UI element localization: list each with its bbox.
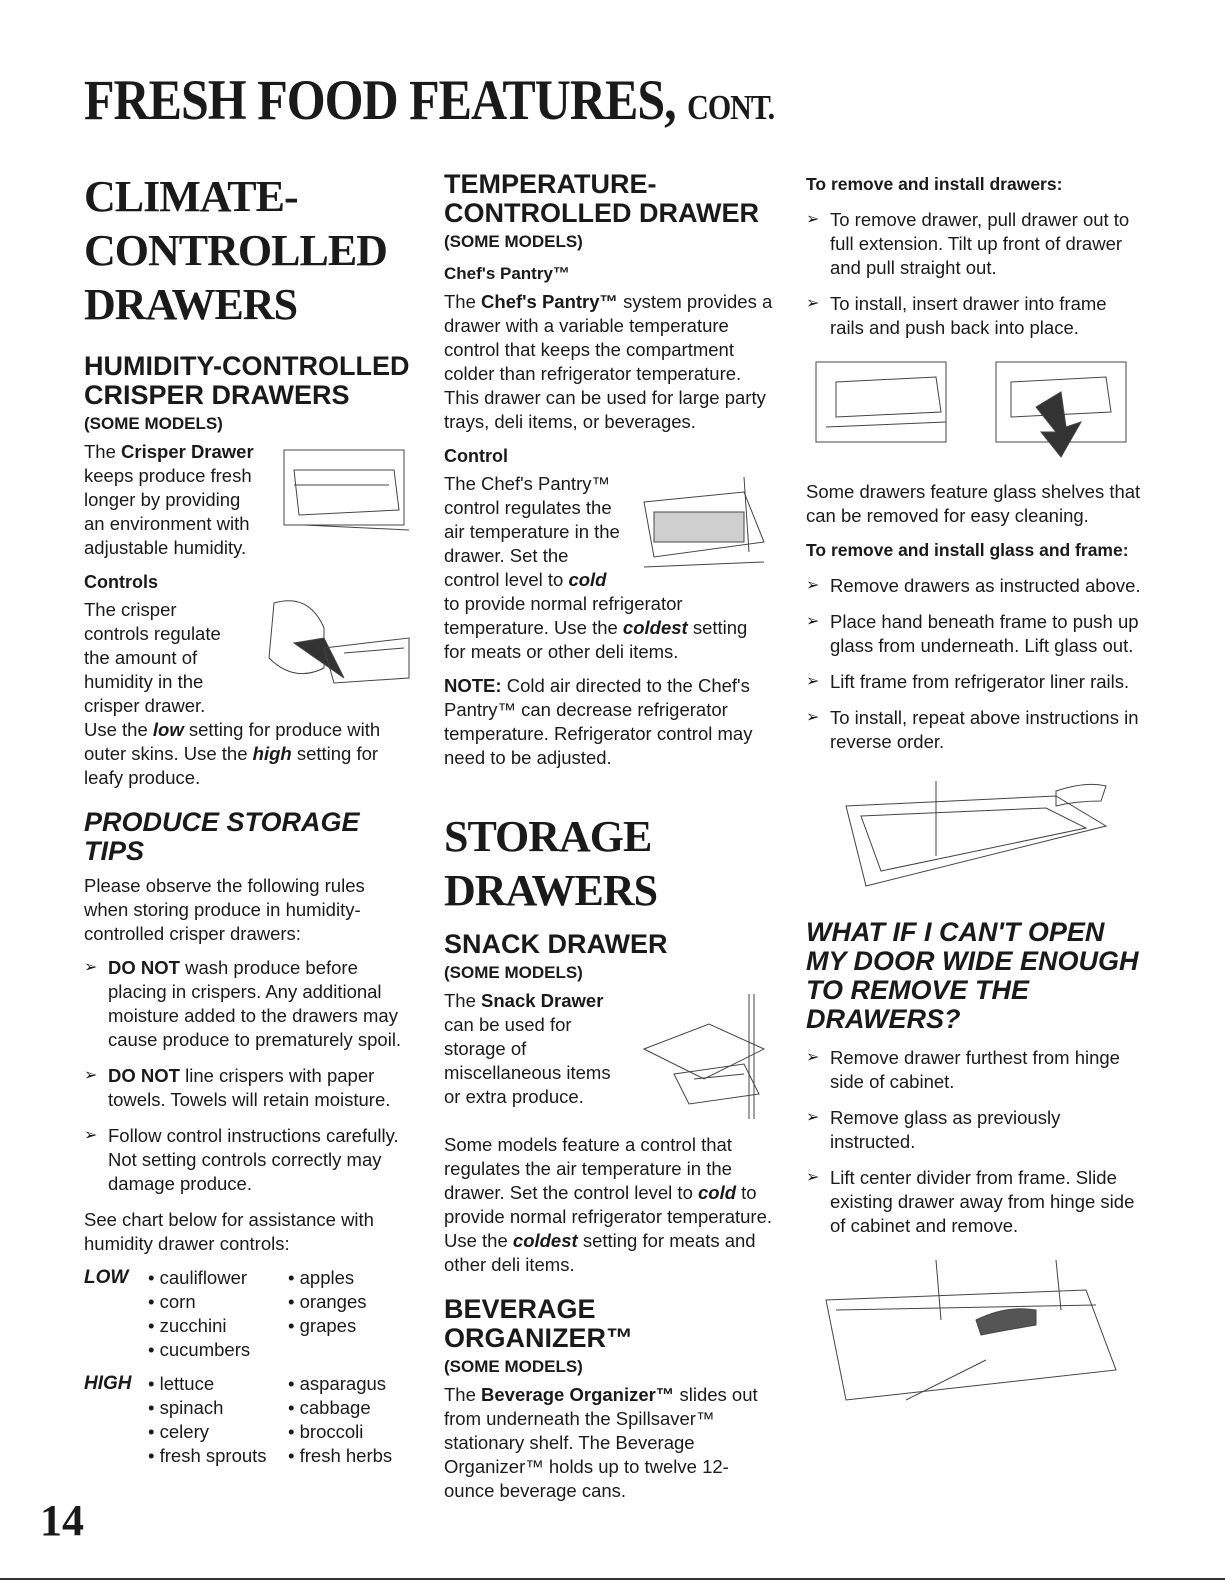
crisper-drawer-illustration — [274, 440, 414, 536]
column-right — [806, 170, 1141, 1410]
tip-bold: DO NOT — [108, 957, 180, 978]
list-item: ➢ Remove glass as previously instructed. — [806, 1106, 1141, 1154]
note-label: NOTE: — [444, 675, 502, 696]
produce-item: • asparagus — [288, 1372, 408, 1396]
note-text — [444, 674, 774, 770]
pantry-text — [444, 290, 774, 434]
section-title-climate: CLIMATE-CONTROLLED DRAWERS — [84, 172, 387, 329]
page-title-cont: CONT. — [687, 89, 775, 127]
snack-text-2a: Some models feature a control that regulates the air temperature in the drawer. Set the control level to — [444, 1134, 732, 1203]
snack-text-2c: setting for meats and other deli items. — [444, 1230, 756, 1275]
glass-frame-illustration — [806, 766, 1136, 896]
some-models-label: (SOME MODELS) — [444, 1357, 583, 1376]
controls-high: high — [252, 743, 292, 764]
snack-post: can be used for storage of miscellaneous items or extra produce. — [444, 1014, 611, 1107]
control-cold: cold — [568, 569, 607, 590]
produce-item: • cauliflower — [148, 1266, 288, 1290]
list-item: ➢ To install, repeat above instructions in reverse order. — [806, 706, 1141, 754]
list-item: ➢ Lift frame from refrigerator liner rails. — [806, 670, 1141, 694]
pantry-title: Chef's Pantry™ — [444, 264, 570, 283]
remove-drawers-title: To remove and install drawers: — [806, 174, 1063, 194]
produce-item: • oranges — [288, 1290, 408, 1314]
snack-drawer-illustration — [634, 989, 774, 1129]
tip-item — [84, 1064, 414, 1112]
list-item: ➢ To remove drawer, pull drawer out to full extension. Tilt up front of drawer and pull straight out. — [806, 208, 1141, 280]
tip-item — [84, 956, 414, 1052]
pantry-pre: The — [444, 291, 482, 312]
produce-item: • celery — [148, 1420, 288, 1444]
crisper-intro-pre: The — [84, 441, 122, 462]
high-label: HIGH — [84, 1373, 132, 1394]
crisper-intro-bold: Crisper Drawer — [121, 441, 254, 462]
crisper-controls-illustration — [234, 598, 414, 694]
produce-item: • spinach — [148, 1396, 288, 1420]
produce-item: • zucchini — [148, 1314, 288, 1338]
produce-item: • fresh herbs — [288, 1444, 408, 1468]
snack-cold: cold — [698, 1182, 737, 1203]
list-item: ➢ To install, insert drawer into frame rails and push back into place. — [806, 292, 1141, 340]
pantry-bold: Chef's Pantry™ — [481, 291, 619, 312]
controls-low: low — [152, 719, 184, 740]
divider-removal-illustration — [806, 1250, 1126, 1410]
beverage-post: slides out from underneath the Spillsaver™ stationary shelf. The Beverage Organizer™ holds up to twelve 12-ounce beverage cans. — [444, 1384, 758, 1501]
controls-text-3: setting for leafy produce. — [84, 743, 379, 788]
page-title — [84, 66, 774, 133]
tip-text: wash produce before placing in crispers. Any additional moisture added to the drawers may cause produce to prematurely spoil. — [108, 957, 402, 1050]
control-title: Control — [444, 446, 508, 466]
drawer-removal-illustration — [806, 352, 1136, 472]
controls-text-1: The crisper controls regulate the amount of humidity in the crisper drawer. Use the — [84, 599, 221, 740]
remove-drawers-list — [806, 208, 1141, 340]
control-text-1: The Chef's Pantry™ control regulates the air temperature in the drawer. Set the control level to — [444, 473, 620, 590]
glass-title: To remove and install glass and frame: — [806, 540, 1129, 560]
produce-item: • grapes — [288, 1314, 408, 1338]
beverage-pre: The — [444, 1384, 482, 1405]
control-text-3: setting for meats or other deli items. — [444, 617, 748, 662]
glass-intro: Some drawers feature glass shelves that can be removed for easy cleaning. — [806, 481, 1141, 526]
chart-intro: See chart below for assistance with humidity drawer controls: — [84, 1209, 374, 1254]
humidity-chart — [84, 1266, 414, 1468]
produce-item: • cabbage — [288, 1396, 408, 1420]
column-left — [84, 170, 414, 1468]
produce-item: • lettuce — [148, 1372, 288, 1396]
faq-list — [806, 1046, 1141, 1238]
page-number: 14 — [40, 1496, 84, 1545]
produce-item: • apples — [288, 1266, 408, 1290]
control-coldest: coldest — [622, 617, 688, 638]
tips-list — [84, 956, 414, 1196]
pantry-control-illustration — [634, 472, 774, 582]
low-label: LOW — [84, 1267, 129, 1288]
produce-item: • fresh sprouts — [148, 1444, 288, 1468]
tips-intro: Please observe the following rules when storing produce in humidity-controlled crisper drawers: — [84, 875, 365, 944]
tip-text: line crispers with paper towels. Towels will retain moisture. — [108, 1065, 391, 1110]
temp-drawer-title: TEMPERATURE-CONTROLLED DRAWER — [444, 169, 759, 228]
control-text-2: to provide normal refrigerator temperature. Use the — [444, 593, 683, 638]
controls-text-2: setting for produce with outer skins. Use the — [84, 719, 381, 764]
pantry-post: system provides a drawer with a variable temperature control that keeps the compartment colder than refrigerator temperature. This drawer can be used for large party trays, deli items, or beverages. — [444, 291, 773, 432]
humidity-title: HUMIDITY-CONTROLLED CRISPER DRAWERS — [84, 351, 410, 410]
snack-bold: Snack Drawer — [481, 990, 604, 1011]
beverage-text — [444, 1383, 774, 1503]
some-models-label: (SOME MODELS) — [444, 963, 583, 982]
some-models-label: (SOME MODELS) — [84, 414, 223, 433]
snack-coldest: coldest — [512, 1230, 578, 1251]
list-item: ➢ Remove drawers as instructed above. — [806, 574, 1141, 598]
snack-title: SNACK DRAWER — [444, 929, 668, 959]
tip-text: Follow control instructions carefully. Not setting controls correctly may damage produce. — [108, 1125, 399, 1194]
list-item: ➢ Lift center divider from frame. Slide existing drawer away from hinge side of cabinet and remove. — [806, 1166, 1141, 1238]
beverage-bold: Beverage Organizer™ — [481, 1384, 675, 1405]
note-body: Cold air directed to the Chef's Pantry™ can decrease refrigerator temperature. Refrigerator control may need to be adjusted. — [444, 675, 753, 768]
crisper-intro-post: keeps produce fresh longer by providing an environment with adjustable humidity. — [84, 465, 252, 558]
some-models-label: (SOME MODELS) — [444, 232, 583, 251]
tip-bold: DO NOT — [108, 1065, 180, 1086]
produce-item: • cucumbers — [148, 1338, 288, 1362]
glass-list — [806, 574, 1141, 754]
produce-item: • broccoli — [288, 1420, 408, 1444]
controls-title: Controls — [84, 572, 158, 592]
snack-text-2b: to provide normal refrigerator temperature. Use the — [444, 1182, 773, 1251]
tips-title: PRODUCE STORAGE TIPS — [84, 807, 360, 866]
column-middle — [444, 170, 774, 1513]
produce-item: • corn — [148, 1290, 288, 1314]
snack-text-2 — [444, 1133, 774, 1277]
page-title-text: FRESH FOOD FEATURES, — [84, 67, 676, 132]
list-item: ➢ Remove drawer furthest from hinge side of cabinet. — [806, 1046, 1141, 1094]
list-item: ➢ Place hand beneath frame to push up glass from underneath. Lift glass out. — [806, 610, 1141, 658]
bottom-rule — [0, 1578, 1225, 1580]
beverage-title: BEVERAGE ORGANIZER™ — [444, 1294, 633, 1353]
tip-item — [84, 1124, 414, 1196]
snack-pre: The — [444, 990, 482, 1011]
section-title-storage: STORAGE DRAWERS — [444, 812, 658, 915]
faq-title: WHAT IF I CAN'T OPEN MY DOOR WIDE ENOUGH TO REMOVE THE DRAWERS? — [806, 917, 1139, 1034]
